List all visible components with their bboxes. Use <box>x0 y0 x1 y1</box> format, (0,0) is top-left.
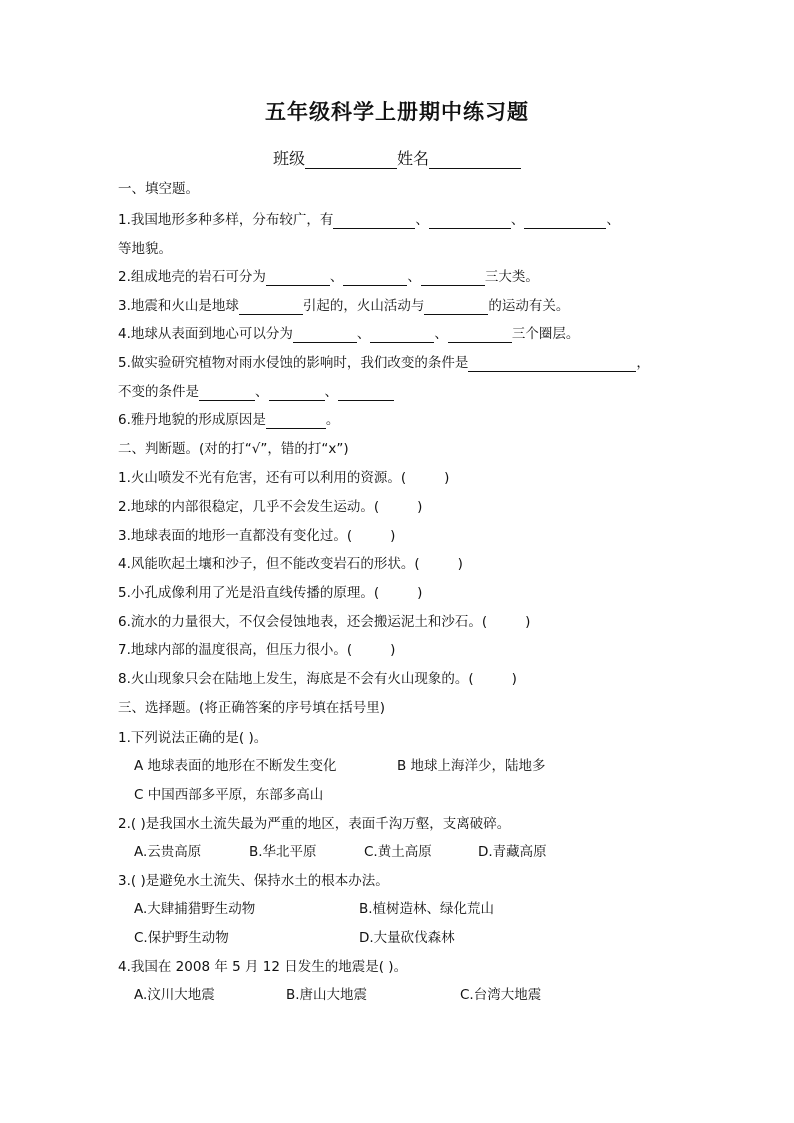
answer-blank[interactable] <box>266 412 326 429</box>
name-label: 姓名 <box>397 149 430 168</box>
option-c[interactable]: C.台湾大地震 <box>460 987 542 1003</box>
option-a[interactable]: A 地球表面的地形在不断发生变化 <box>134 758 337 774</box>
fill-q5-cont <box>118 383 394 401</box>
choice-q3: 3.( )是避免水土流失、保持水土的根本办法。 <box>118 873 389 889</box>
answer-blank[interactable] <box>370 326 434 343</box>
separator: 、 <box>434 326 448 342</box>
fill-q6-line <box>118 411 339 429</box>
separator: 、 <box>415 212 429 228</box>
option-b[interactable]: B.华北平原 <box>249 844 317 860</box>
close-paren: ) <box>511 671 517 687</box>
fill-q2-line <box>118 268 539 286</box>
choice-q4: 4.我国在 2008 年 5 月 12 日发生的地震是( )。 <box>118 959 408 975</box>
separator: 、 <box>407 269 421 285</box>
judge-text: 3.地球表面的地形一直都没有变化过。( <box>118 528 353 544</box>
fill-q5-text: 5.做实验研究植物对雨水侵蚀的影响时，我们改变的条件是 <box>118 355 469 371</box>
judge-item <box>118 584 422 602</box>
answer-blank[interactable] <box>448 326 512 343</box>
separator: 、 <box>606 212 620 228</box>
judge-text: 2.地球的内部很稳定，几乎不会发生运动。( <box>118 499 380 515</box>
judge-text: 6.流水的力量很大，不仅会侵蚀地表，还会搬运泥土和沙石。( <box>118 614 488 630</box>
close-paren: ) <box>390 642 396 658</box>
separator: 、 <box>329 269 344 285</box>
separator: 、 <box>510 212 525 228</box>
answer-blank[interactable] <box>424 298 488 315</box>
option-c[interactable]: C.黄土高原 <box>364 844 432 860</box>
answer-blank[interactable] <box>429 212 511 229</box>
section-judge-heading: 二、判断题。(对的打“√”，错的打“x”) <box>118 441 349 457</box>
fill-q4-tail: 三个圈层。 <box>511 326 580 342</box>
close-paren: ) <box>390 528 396 544</box>
fill-q5-line <box>118 354 650 372</box>
option-b[interactable]: B.植树造林、绿化荒山 <box>359 901 495 917</box>
choice-q1: 1.下列说法正确的是( )。 <box>118 730 268 746</box>
choice-q2: 2.( )是我国水土流失最为严重的地区，表面千沟万壑，支离破碎。 <box>118 816 511 832</box>
judge-text: 8.火山现象只会在陆地上发生，海底是不会有火山现象的。( <box>118 671 474 687</box>
answer-blank[interactable] <box>343 269 407 286</box>
fill-q4-text: 4.地球从表面到地心可以分为 <box>118 326 293 342</box>
fill-q2-tail: 三大类。 <box>484 269 539 285</box>
name-blank[interactable] <box>429 152 521 169</box>
judge-item <box>118 555 463 573</box>
class-blank[interactable] <box>305 152 397 169</box>
fill-q5-text2: 不变的条件是 <box>118 384 199 400</box>
option-a[interactable]: A.汶川大地震 <box>134 987 215 1003</box>
separator: 、 <box>255 384 269 400</box>
answer-blank[interactable] <box>524 212 606 229</box>
option-d[interactable]: D.大量砍伐森林 <box>359 930 455 946</box>
option-a[interactable]: A.大肆捕猎野生动物 <box>134 901 256 917</box>
close-paren: ) <box>417 499 423 515</box>
close-paren: ) <box>417 585 423 601</box>
page-title: 五年级科学上册期中练习题 <box>265 100 529 124</box>
option-c[interactable]: C 中国西部多平原，东部多高山 <box>134 787 324 803</box>
option-d[interactable]: D.青藏高原 <box>478 844 547 860</box>
separator: 、 <box>324 384 338 400</box>
fill-q3-text: 3.地震和火山是地球 <box>118 298 239 314</box>
fill-q1-cont: 等地貌。 <box>118 241 172 257</box>
fill-q1-line <box>118 211 620 229</box>
answer-blank[interactable] <box>421 269 485 286</box>
judge-text: 4.风能吹起土壤和沙子，但不能改变岩石的形状。( <box>118 556 420 572</box>
judge-item <box>118 469 449 487</box>
answer-blank[interactable] <box>199 384 255 401</box>
fill-q2-text: 2.组成地壳的岩石可分为 <box>118 269 266 285</box>
student-info-line <box>0 146 794 169</box>
judge-item <box>118 613 530 631</box>
answer-blank[interactable] <box>338 384 394 401</box>
close-paren: ) <box>525 614 531 630</box>
answer-blank[interactable] <box>293 326 357 343</box>
option-b[interactable]: B.唐山大地震 <box>286 987 368 1003</box>
answer-blank[interactable] <box>269 384 325 401</box>
close-paren: ) <box>444 470 450 486</box>
section-fill-heading: 一、填空题。 <box>118 181 199 197</box>
answer-blank[interactable] <box>239 298 303 315</box>
judge-item <box>118 641 395 659</box>
separator: 、 <box>356 326 371 342</box>
answer-blank[interactable] <box>468 355 636 372</box>
option-c[interactable]: C.保护野生动物 <box>134 930 229 946</box>
fill-q3-mid: 引起的，火山活动与 <box>302 298 425 314</box>
fill-q4-line <box>118 325 579 343</box>
separator: 。 <box>325 412 340 428</box>
fill-q3-line <box>118 297 569 315</box>
option-b[interactable]: B 地球上海洋少，陆地多 <box>397 758 546 774</box>
close-paren: ) <box>457 556 463 572</box>
option-a[interactable]: A.云贵高原 <box>134 844 202 860</box>
judge-text: 7.地球内部的温度很高，但压力很小。( <box>118 642 353 658</box>
judge-item <box>118 670 517 688</box>
fill-q1-text: 1.我国地形多种多样，分布较广，有 <box>118 212 334 228</box>
section-choice-heading: 三、选择题。(将正确答案的序号填在括号里) <box>118 700 386 716</box>
judge-item <box>118 498 422 516</box>
judge-text: 5.小孔成像利用了光是沿直线传播的原理。( <box>118 585 380 601</box>
fill-q6-text: 6.雅丹地貌的形成原因是 <box>118 412 266 428</box>
answer-blank[interactable] <box>333 212 415 229</box>
class-label: 班级 <box>272 149 305 168</box>
answer-blank[interactable] <box>266 269 330 286</box>
fill-q3-tail: 的运动有关。 <box>488 298 570 314</box>
judge-text: 1.火山喷发不光有危害，还有可以利用的资源。( <box>118 470 407 486</box>
separator: ， <box>636 355 650 371</box>
judge-item <box>118 527 395 545</box>
